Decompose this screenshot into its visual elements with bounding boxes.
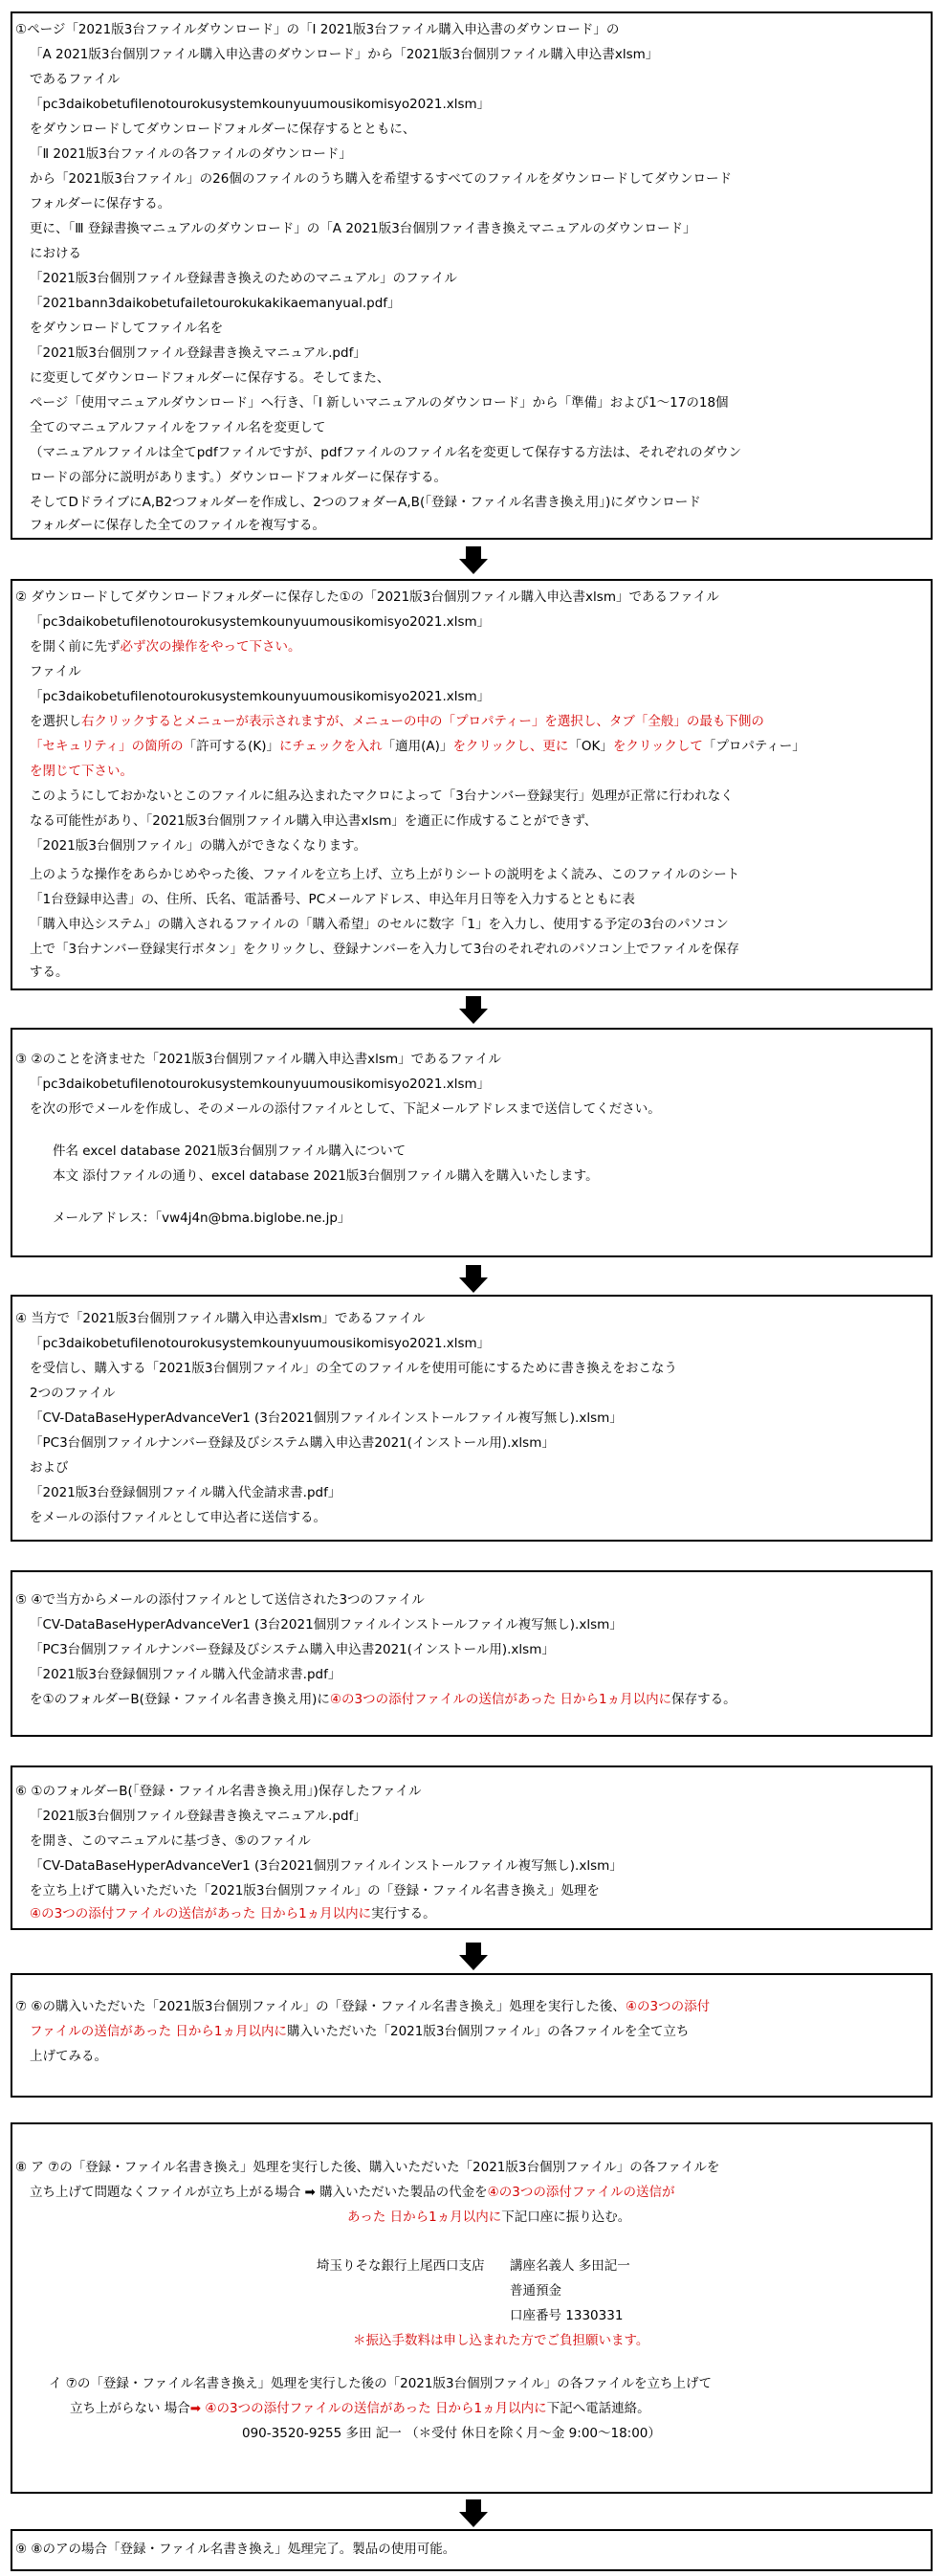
s4-line: をメールの添付ファイルとして申込者に送信する。 (30, 1510, 326, 1525)
s7-line: ファイルの送信があった 日から1ヵ月以内に購入いただいた「2021版3台個別ファイル」の各ファイルを全て立ち (30, 2024, 690, 2039)
s4-line: 「PC3台個別ファイルナンバー登録及びシステム購入申込書2021(インストール用).xlsm」 (30, 1435, 555, 1451)
s4-line: ④ 当方で「2021版3台個別ファイル購入申込書xlsm」であるファイル (15, 1311, 426, 1326)
s4-line: 2つのファイル (30, 1386, 116, 1401)
step-4-box (11, 1295, 933, 1542)
down-arrow-icon (459, 1265, 488, 1294)
s4-line: を受信し、購入する「2021版3台個別ファイル」の全てのファイルを使用可能にするために書き換えをおこなう (30, 1361, 677, 1376)
account-type: 普通預金 (510, 2283, 561, 2298)
s6-line: ⑥ ①のフォルダーB(「登録・ファイル名書き換え用」)保存したファイル (15, 1784, 422, 1799)
s3-line: ③ ②のことを済ませた「2021版3台個別ファイル購入申込書xlsm」であるファイル (15, 1052, 501, 1067)
step-8-box (11, 2122, 933, 2494)
s8-line: 立ち上がらない 場合➡ ④の3つの添付ファイルの送信があった 日から1ヵ月以内に下記へ電話連絡。 (70, 2401, 650, 2416)
s3-line: 本文 添付ファイルの通り、excel database 2021版3台個別ファイル購入を購入いたします。 (53, 1168, 599, 1184)
phone-contact: 090-3520-9255 多田 記一 （＊受付 休日を除く月～金 9:00～18:00） (242, 2426, 661, 2441)
s1-line: をダウンロードしてダウンロードフォルダーに保存するとともに、 (30, 122, 416, 137)
s8-line: イ ⑦の「登録・ファイル名書き換え」処理を実行した後の「2021版3台個別ファイル」の各ファイルを立ち上げて (49, 2376, 713, 2391)
s6-line: ④の3つの添付ファイルの送信があった 日から1ヵ月以内に実行する。 (30, 1906, 436, 1921)
s2-line: を閉じて下さい。 (30, 764, 133, 779)
s7-line: ⑦ ⑥の購入いただいた「2021版3台個別ファイル」の「登録・ファイル名書き換え」処理を実行した後、④の3つの添付 (15, 1999, 711, 2014)
step-2-box (11, 579, 933, 990)
s1-line: フォルダーに保存した全てのファイルを複写する。 (30, 518, 326, 533)
s7-line: 上げてみる。 (30, 2049, 107, 2064)
s2-line: 「1台登録申込書」の、住所、氏名、電話番号、PCメールアドレス、申込年月日等を入力するとともに表 (30, 892, 635, 907)
account-holder: 講座名義人 多田記一 (510, 2258, 630, 2274)
s3-line: 件名 excel database 2021版3台個別ファイル購入について (53, 1144, 407, 1159)
s2-line: 「セキュリティ」の箇所の「許可する(K)」にチェックを入れ「適用(A)」をクリックし、更に「OK」をクリックして「プロパティー」 (30, 739, 805, 754)
s2-line: このようにしておかないとこのファイルに組み込まれたマクロによって「3台ナンバー登録実行」処理が正常に行われなく (30, 788, 734, 804)
s2-line: 上で「3台ナンバー登録実行ボタン」をクリックし、登録ナンバーを入力して3台のそれぞれのパソコン上でファイルを保存 (30, 942, 739, 957)
s5-line: 「2021版3台登録個別ファイル購入代金請求書.pdf」 (30, 1667, 341, 1682)
s2-line: 上のような操作をあらかじめやった後、ファイルを立ち上げ、立ち上がりシートの説明をよく読み、このファイルのシート (30, 867, 740, 882)
s1-line: ①ページ「2021版3台ファイルダウンロード」の「Ⅰ 2021版3台ファイル購入申込書のダウンロード」の (15, 22, 620, 37)
bank-name: 埼玉りそな銀行上尾西口支店 (317, 2258, 485, 2274)
step-5-box (11, 1570, 933, 1737)
s1-line: 「2021版3台個別ファイル登録書き換えマニュアル.pdf」 (30, 345, 366, 361)
s5-line: 「CV-DataBaseHyperAdvanceVer1 (3台2021個別ファイルインストールファイル複写無し).xlsm」 (30, 1617, 623, 1632)
s1-line: 更に、「Ⅲ 登録書換マニュアルのダウンロード」の「A 2021版3台個別ファイ書き換えマニュアルのダウンロード」 (30, 221, 696, 236)
fee-note: ＊振込手数料は申し込まれた方でご負担願います。 (353, 2333, 649, 2348)
down-arrow-icon (459, 996, 488, 1025)
s1-line: 「A 2021版3台個別ファイル購入申込書のダウンロード」から「2021版3台個別ファイル購入申込書xlsm」 (30, 47, 659, 62)
s1-line: 「2021bann3daikobetufailetourokukakikaemanyual.pdf」 (30, 296, 401, 311)
s2-line: ② ダウンロードしてダウンロードフォルダーに保存した①の「2021版3台個別ファイル購入申込書xlsm」であるファイル (15, 589, 719, 605)
s1-line: から「2021版3台ファイル」の26個のファイルのうち購入を希望するすべてのファイルをダウンロードしてダウンロード (30, 171, 733, 187)
s6-line: を立ち上げて購入いただいた「2021版3台個別ファイル」の「登録・ファイル名書き換え」処理を (30, 1883, 600, 1899)
s1-line: 「pc3daikobetufilenotourokusystemkounyuumousikomisyo2021.xlsm」 (30, 97, 491, 112)
s1-line: に変更してダウンロードフォルダーに保存する。そしてまた、 (30, 370, 390, 386)
s3-line: を次の形でメールを作成し、そのメールの添付ファイルとして、下記メールアドレスまで送信してください。 (30, 1101, 661, 1117)
s6-line: を開き、このマニュアルに基づき、⑤のファイル (30, 1833, 311, 1849)
s2-line: ファイル (30, 664, 81, 679)
s5-line: 「PC3台個別ファイルナンバー登録及びシステム購入申込書2021(インストール用).xlsm」 (30, 1642, 555, 1657)
s6-line: 「CV-DataBaseHyperAdvanceVer1 (3台2021個別ファイルインストールファイル複写無し).xlsm」 (30, 1858, 623, 1874)
s4-line: 「pc3daikobetufilenotourokusystemkounyuumousikomisyo2021.xlsm」 (30, 1336, 491, 1351)
s8-line: 立ち上げて問題なくファイルが立ち上がる場合 ➡ 購入いただいた製品の代金を④の3つの添付ファイルの送信が (30, 2185, 675, 2200)
s1-line: ロードの部分に説明があります。）ダウンロードフォルダーに保存する。 (30, 470, 448, 485)
s1-line: における (30, 246, 81, 261)
s3-line: 「pc3daikobetufilenotourokusystemkounyuumousikomisyo2021.xlsm」 (30, 1077, 491, 1092)
s1-line: をダウンロードしてファイル名を (30, 321, 224, 336)
s1-line: （マニュアルファイルは全てpdfファイルですが、pdfファイルのファイル名を変更して保存する方法は、それぞれのダウン (30, 445, 742, 460)
s1-line: であるファイル (30, 72, 121, 87)
s2-line: 「pc3daikobetufilenotourokusystemkounyuumousikomisyo2021.xlsm」 (30, 614, 491, 630)
s8-line: あった 日から1ヵ月以内に下記口座に振り込む。 (347, 2210, 631, 2225)
s2-line: 「pc3daikobetufilenotourokusystemkounyuumousikomisyo2021.xlsm」 (30, 689, 491, 704)
s2-line: する。 (30, 965, 69, 980)
step-1-box (11, 11, 933, 540)
down-arrow-icon (459, 1943, 488, 1971)
step-9-box (11, 2529, 933, 2571)
s2-line: を開く前に先ず必ず次の操作をやって下さい。 (30, 639, 301, 655)
s5-line: を①のフォルダーB(登録・ファイル名書き換え用)に④の3つの添付ファイルの送信があった 日から1ヵ月以内に保存する。 (30, 1692, 736, 1707)
s2-line: 「2021版3台個別ファイル」の購入ができなくなります。 (30, 838, 367, 854)
step-7-box (11, 1973, 933, 2098)
s1-line: そしてDドライブにA,B2つフォルダーを作成し、2つのフォダーA,B(「登録・ファイル名書き換え用」)にダウンロード (30, 495, 701, 510)
s4-line: 「2021版3台登録個別ファイル購入代金請求書.pdf」 (30, 1485, 341, 1500)
s2-line: を選択し右クリックするとメニューが表示されますが、メニューの中の「プロパティー」を選択し、タブ「全般」の最も下側の (30, 714, 764, 729)
s4-line: 「CV-DataBaseHyperAdvanceVer1 (3台2021個別ファイルインストールファイル複写無し).xlsm」 (30, 1410, 623, 1426)
s4-line: および (30, 1460, 69, 1476)
account-number: 口座番号 1330331 (510, 2308, 624, 2323)
step-6-box (11, 1765, 933, 1930)
s1-line: フォルダーに保存する。 (30, 196, 171, 211)
s2-line: 「購入申込システム」の購入されるファイルの「購入希望」のセルに数字「1」を入力し、使用する予定の3台のパソコン (30, 917, 729, 932)
s1-line: ページ「使用マニュアルダウンロード」へ行き、「Ⅰ 新しいマニュアルのダウンロード」から「準備」および1～17の18個 (30, 395, 729, 411)
s1-line: 「Ⅱ 2021版3台ファイルの各ファイルのダウンロード」 (30, 146, 352, 162)
down-arrow-icon (459, 546, 488, 575)
s8-line: ⑧ ア ⑦の「登録・ファイル名書き換え」処理を実行した後、購入いただいた「2021版3台個別ファイル」の各ファイルを (15, 2160, 720, 2175)
step-3-box (11, 1028, 933, 1257)
s5-line: ⑤ ④で当方からメールの添付ファイルとして送信された3つのファイル (15, 1592, 425, 1608)
s1-line: 「2021版3台個別ファイル登録書き換えのためのマニュアル」のファイル (30, 271, 457, 286)
s1-line: 全てのマニュアルファイルをファイル名を変更して (30, 420, 326, 435)
s2-line: なる可能性があり、「2021版3台個別ファイル購入申込書xlsm」を適正に作成することができず、 (30, 813, 598, 829)
s9-line: ⑨ ⑧のアの場合「登録・ファイル名書き換え」処理完了。製品の使用可能。 (15, 2542, 456, 2557)
s6-line: 「2021版3台個別ファイル登録書き換えマニュアル.pdf」 (30, 1809, 366, 1824)
down-arrow-icon (459, 2499, 488, 2528)
email-address: メールアドレス：「vw4j4n@bma.biglobe.ne.jp」 (53, 1210, 351, 1226)
